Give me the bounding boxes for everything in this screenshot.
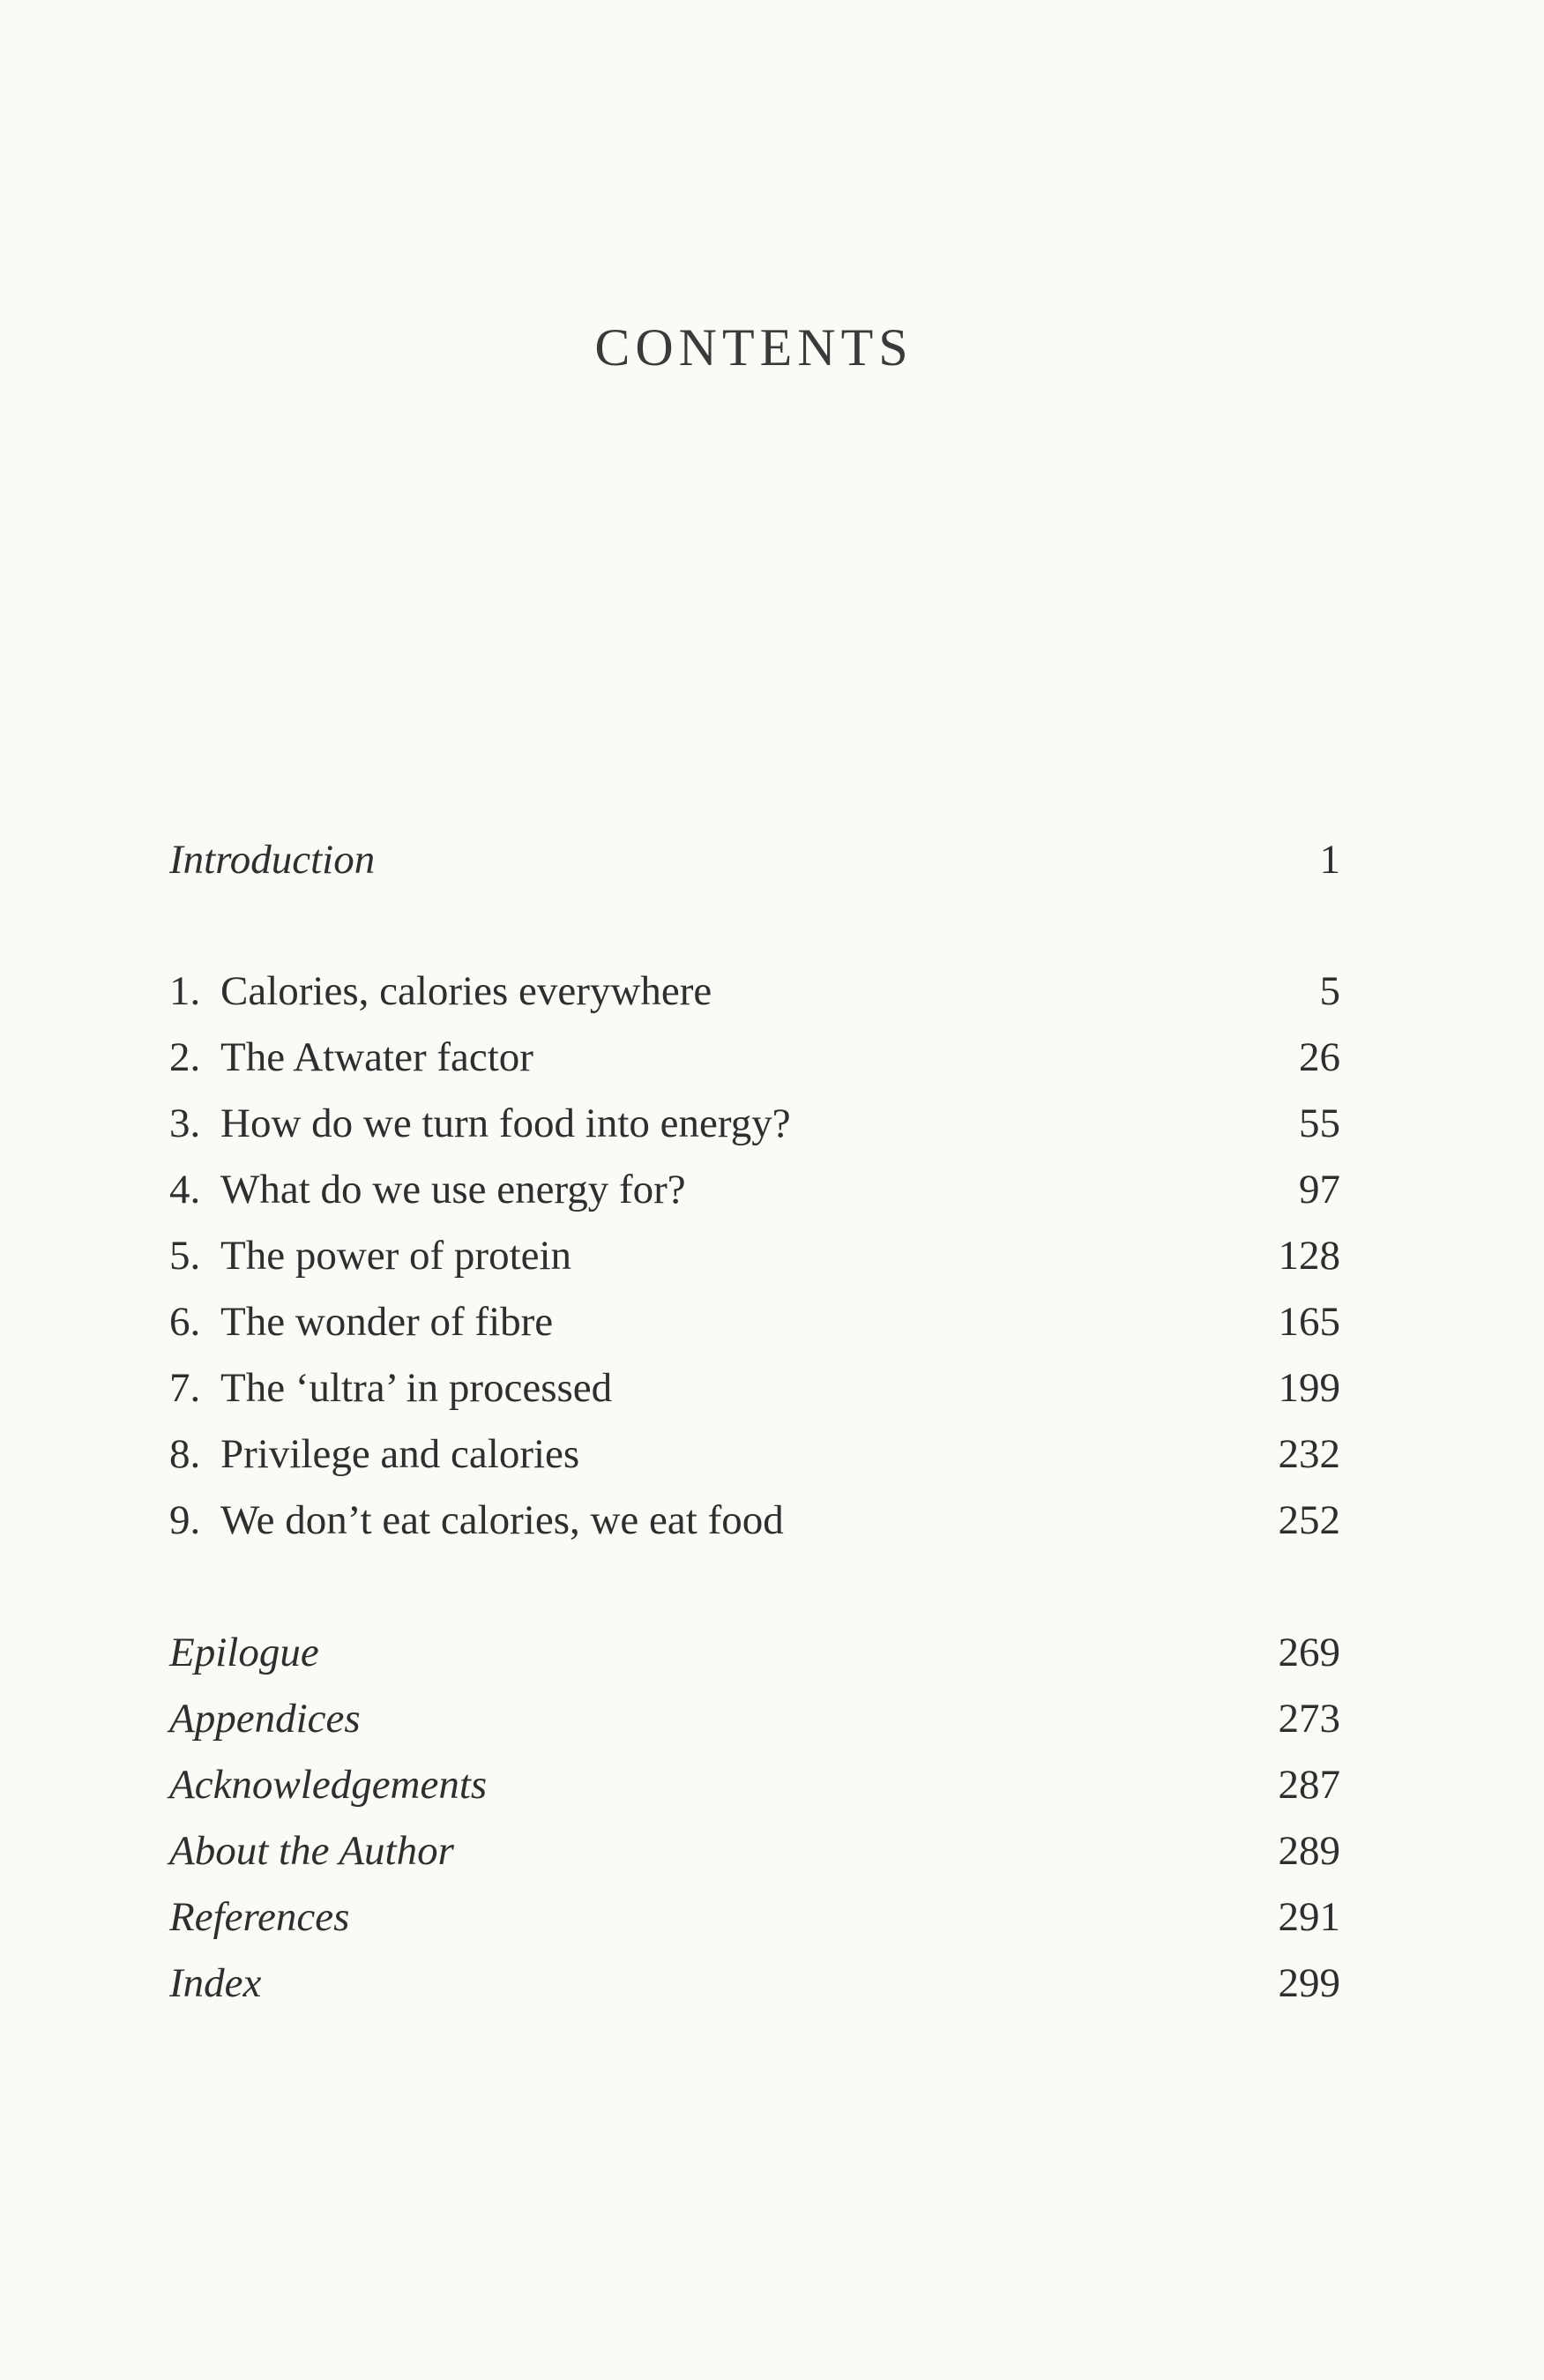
- entry-label: The wonder of fibre: [220, 1299, 554, 1345]
- entry-label: References: [169, 1894, 350, 1940]
- entry-label: The Atwater factor: [220, 1034, 533, 1080]
- entry-page: 1: [1319, 837, 1340, 883]
- toc-entry-backmatter[interactable]: [169, 1893, 1340, 1946]
- entry-label: Calories, calories everywhere: [220, 968, 712, 1014]
- entry-page: 55: [1299, 1100, 1340, 1146]
- entry-page: 232: [1278, 1431, 1340, 1477]
- entry-label: The ‘ultra’ in processed: [220, 1365, 613, 1411]
- toc-entry-backmatter[interactable]: [169, 1695, 1340, 1748]
- entry-page: 269: [1278, 1630, 1340, 1675]
- entry-label: Privilege and calories: [220, 1431, 580, 1477]
- entry-page: 252: [1278, 1497, 1340, 1543]
- toc-entry-backmatter[interactable]: [169, 1761, 1340, 1814]
- entry-label: About the Author: [169, 1828, 454, 1874]
- entry-label: How do we turn food into energy?: [220, 1100, 791, 1146]
- entry-label: What do we use energy for?: [220, 1167, 686, 1212]
- toc-entry-backmatter[interactable]: [169, 1959, 1340, 2012]
- entry-page: 199: [1278, 1365, 1340, 1411]
- entry-label: Epilogue: [169, 1630, 319, 1675]
- toc-entry-backmatter[interactable]: [169, 1629, 1340, 1682]
- entry-page: 299: [1278, 1960, 1340, 2006]
- toc-entry-chapter[interactable]: [169, 1364, 1340, 1417]
- chapter-number: 6.: [169, 1299, 201, 1345]
- toc-entry-chapter[interactable]: [169, 1166, 1340, 1219]
- entry-page: 289: [1278, 1828, 1340, 1874]
- page-title: CONTENTS: [594, 318, 914, 377]
- toc-entry-backmatter[interactable]: [169, 1827, 1340, 1880]
- entry-page: 97: [1299, 1167, 1340, 1212]
- toc-entry-chapter[interactable]: [169, 1496, 1340, 1549]
- entry-page: 128: [1278, 1233, 1340, 1279]
- entry-label: We don’t eat calories, we eat food: [220, 1497, 784, 1543]
- toc-entry-chapter[interactable]: [169, 1033, 1340, 1086]
- entry-label: The power of protein: [220, 1233, 572, 1279]
- chapter-number: 8.: [169, 1431, 201, 1477]
- entry-page: 287: [1278, 1762, 1340, 1808]
- entry-label: Acknowledgements: [169, 1762, 488, 1808]
- toc-entry-chapter[interactable]: [169, 1430, 1340, 1483]
- chapter-number: 1.: [169, 968, 201, 1014]
- entry-page: 26: [1299, 1034, 1340, 1080]
- entry-label: Appendices: [169, 1696, 361, 1742]
- entry-page: 291: [1278, 1894, 1340, 1940]
- toc-entry-chapter[interactable]: [169, 1232, 1340, 1285]
- entry-page: 165: [1278, 1299, 1340, 1345]
- entry-page: 273: [1278, 1696, 1340, 1742]
- chapter-number: 9.: [169, 1497, 201, 1543]
- chapter-number: 3.: [169, 1100, 201, 1146]
- chapter-number: 7.: [169, 1365, 201, 1411]
- toc-entry-chapter[interactable]: [169, 1100, 1340, 1153]
- entry-label: Introduction: [169, 837, 376, 883]
- chapter-number: 5.: [169, 1233, 201, 1279]
- toc-entry-chapter[interactable]: [169, 1298, 1340, 1351]
- entry-label: Index: [169, 1960, 262, 2006]
- chapter-number: 4.: [169, 1167, 201, 1212]
- toc-entry-chapter[interactable]: [169, 967, 1340, 1020]
- entry-page: 5: [1319, 968, 1340, 1014]
- chapter-number: 2.: [169, 1034, 201, 1080]
- toc-entry-introduction[interactable]: [169, 836, 1340, 889]
